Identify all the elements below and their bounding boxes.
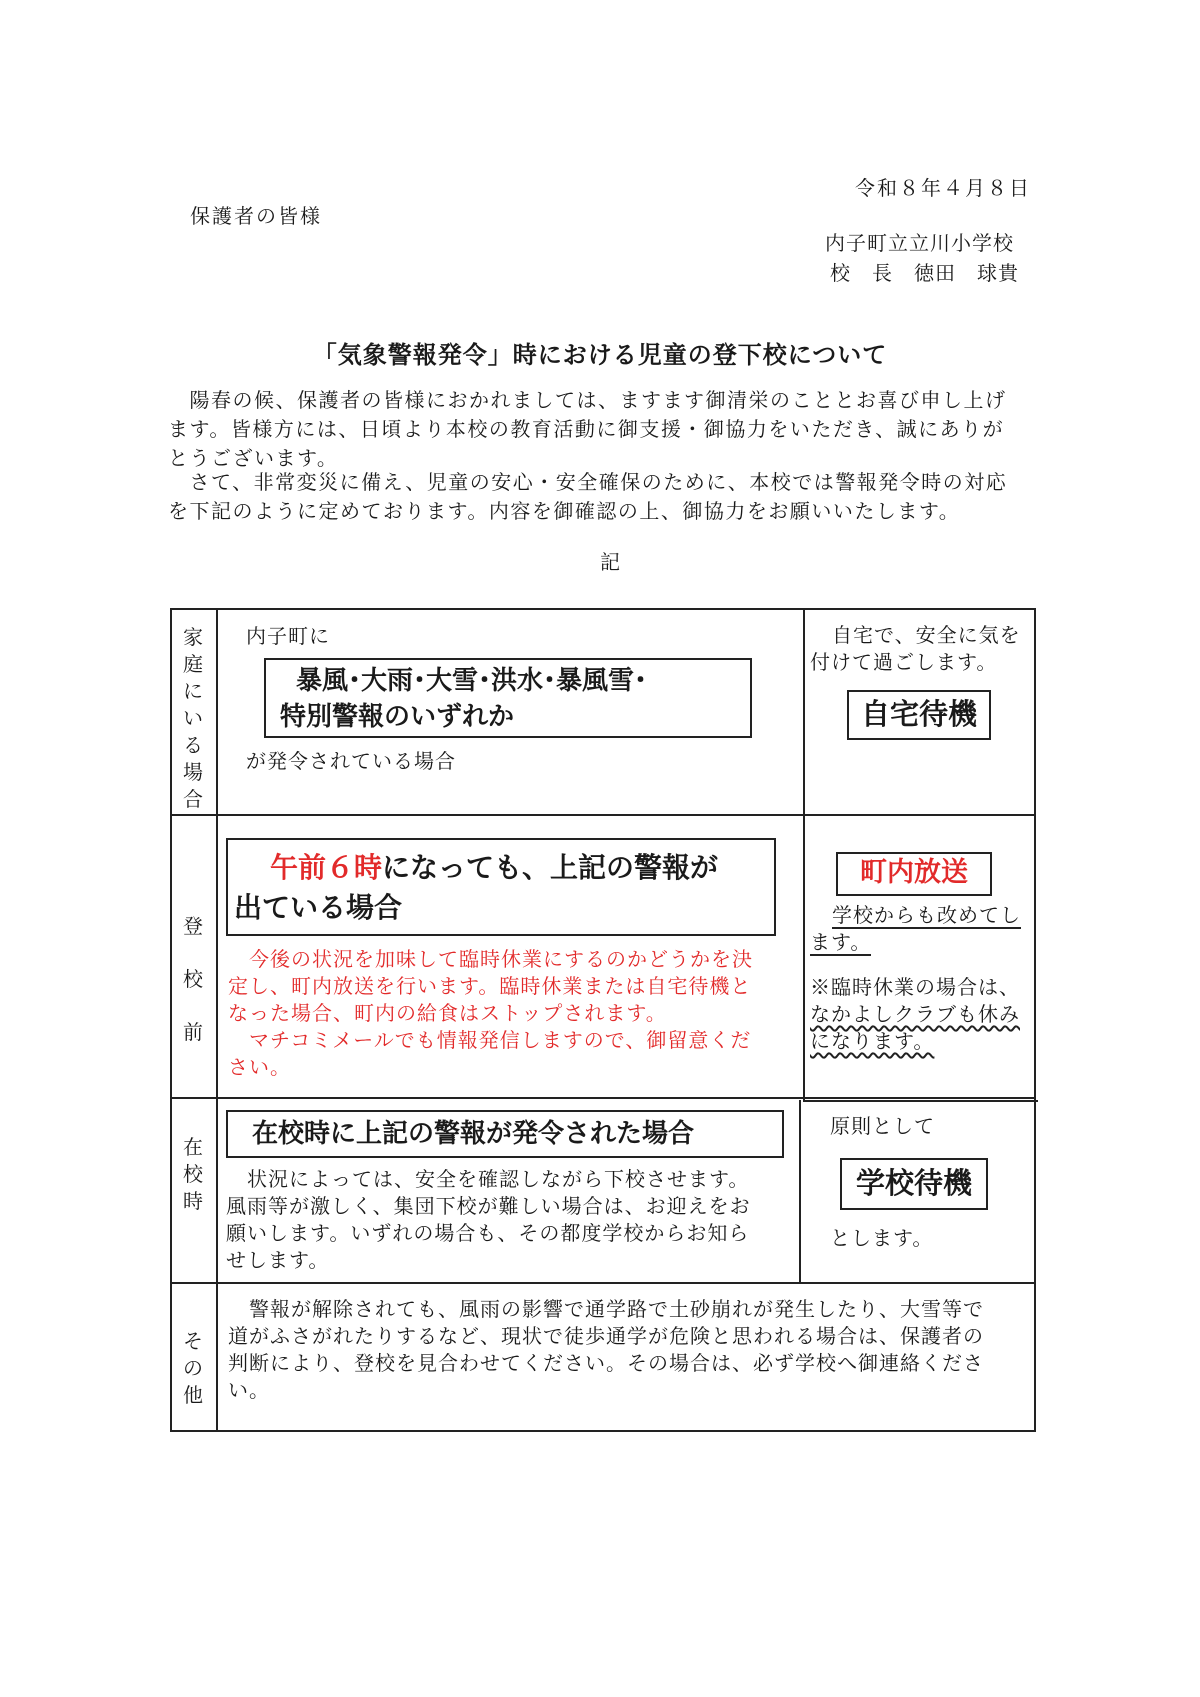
text-line: 状況によっては、安全を確認しながら下校させます。 <box>226 1167 750 1191</box>
home-standby-box: 自宅待機 <box>847 690 991 740</box>
at-school-condition-box: 在校時に上記の警報が発令された場合 <box>226 1110 784 1158</box>
row-divider <box>172 1282 1034 1284</box>
town-broadcast-box: 町内放送 <box>836 852 992 896</box>
row-header-char: 合 <box>183 787 203 811</box>
response-table <box>170 608 1036 1432</box>
six-am-condition-box <box>226 838 776 936</box>
text-line: い。 <box>228 1378 270 1402</box>
text-line: とうございます。 <box>168 446 339 470</box>
text-line: さい。 <box>228 1055 291 1079</box>
text-line: さて、非常変災に備え、児童の安心・安全確保のために、本校では警報発令時の対応 <box>168 470 1008 494</box>
document-title: 「気象警報発令」時における児童の登下校について <box>312 341 888 369</box>
warning-line: 暴風･大雨･大雪･洪水･暴風雪･ <box>296 666 648 696</box>
addressee: 保護者の皆様 <box>190 204 322 228</box>
row-header-before-school <box>181 900 205 1059</box>
text-line: 自宅で、安全に気を <box>832 623 1021 647</box>
text-line: ます。 <box>810 930 872 954</box>
text-line: 今後の状況を加味して臨時休業にするのかどうかを決 <box>228 947 753 971</box>
row-header-char: 庭 <box>183 652 203 676</box>
row3-action-intro: 原則として <box>830 1114 935 1138</box>
school-standby-box: 学校待機 <box>840 1158 988 1210</box>
row-header-char: 校 <box>183 967 203 991</box>
row-header-char: 在 <box>183 1135 203 1159</box>
row-header-char: 時 <box>183 1189 203 1213</box>
condition-text: になっても、上記の警報が <box>382 851 719 884</box>
row1-outro: が発令されている場合 <box>246 749 456 773</box>
text-line: なった場合、町内の給食はストップされます。 <box>228 1001 667 1025</box>
school-name: 内子町立立川小学校 <box>825 231 1014 255</box>
row4-text <box>228 1296 984 1404</box>
column-divider <box>799 1100 801 1284</box>
text-line: ※臨時休業の場合は、 <box>810 975 1020 999</box>
row-header-char: る <box>183 733 203 757</box>
text-line: せします。 <box>226 1248 330 1272</box>
condition-line: 出ている場合 <box>234 891 403 924</box>
warning-types-box <box>264 658 752 738</box>
greeting-paragraph <box>168 386 1058 473</box>
row3-text <box>226 1166 751 1274</box>
row-divider <box>172 1097 1034 1099</box>
column-divider <box>216 610 218 1430</box>
row-header-char: の <box>183 1356 203 1380</box>
row-header-char: 他 <box>183 1383 203 1407</box>
text-line: を下記のように定めております。内容を御確認の上、御協力をお願いいたします。 <box>168 499 961 523</box>
row-header-char: に <box>183 679 203 703</box>
row1-intro: 内子町に <box>246 624 330 648</box>
purpose-paragraph <box>168 468 1058 526</box>
warning-line: 特別警報のいずれか <box>280 702 515 732</box>
condition-line <box>234 848 774 888</box>
text-line: 定し、町内放送を行います。臨時休業または自宅待機と <box>228 974 752 998</box>
row-divider <box>803 1100 1038 1102</box>
text-line: 陽春の候、保護者の皆様におかれましては、ますます御清栄のこととお喜び申し上げ <box>168 388 1007 412</box>
text-line: なかよしクラブも休み <box>810 1002 1020 1026</box>
principal-name: 校 長 徳田 球貴 <box>830 261 1019 285</box>
six-am-highlight: 午前６時 <box>270 851 383 884</box>
text-line: 警報が解除されても、風雨の影響で通学路で土砂崩れが発生したり、大雪等で <box>228 1297 984 1321</box>
row-divider <box>172 814 1034 816</box>
row-header-char: い <box>183 706 203 730</box>
text-line: マチコミメールでも情報発信しますので、御留意くだ <box>228 1028 752 1052</box>
row-header-char: 場 <box>183 760 203 784</box>
ki-heading: 記 <box>600 550 620 574</box>
row-header-char: 登 <box>183 914 203 938</box>
text-line: 判断により、登校を見合わせてください。その場合は、必ず学校へ御連絡くださ <box>228 1351 984 1375</box>
row-header-at-school <box>181 1134 205 1215</box>
row2-action-text <box>810 902 1021 956</box>
document-date: 令和８年４月８日 <box>855 176 1031 200</box>
text-line: 風雨等が激しく、集団下校が難しい場合は、お迎えをお <box>226 1194 751 1218</box>
text-line: になります。 <box>810 1029 935 1053</box>
row-header-char: 校 <box>183 1162 203 1186</box>
closure-notice <box>228 946 753 1081</box>
row-header-other <box>181 1328 205 1409</box>
row1-action-text <box>810 622 1021 676</box>
text-line: 付けて過ごします。 <box>810 650 998 674</box>
club-closure-note <box>810 974 1020 1055</box>
row-header-char: 前 <box>183 1020 203 1044</box>
text-line: 願いします。いずれの場合も、その都度学校からお知ら <box>226 1221 750 1245</box>
text-line: ます。皆様方には、日頃より本校の教育活動に御支援・御協力をいただき、誠にありが <box>168 417 1005 441</box>
column-divider <box>803 610 805 1100</box>
row-header-char: 家 <box>183 625 203 649</box>
row3-action-outro: とします。 <box>830 1226 934 1250</box>
row-header-char: そ <box>183 1329 203 1353</box>
text-line: 道がふさがれたりするなど、現状で徒歩通学が危険と思われる場合は、保護者の <box>228 1324 984 1348</box>
text-line: 学校からも改めてし <box>832 903 1021 927</box>
row-header-home <box>181 624 205 813</box>
